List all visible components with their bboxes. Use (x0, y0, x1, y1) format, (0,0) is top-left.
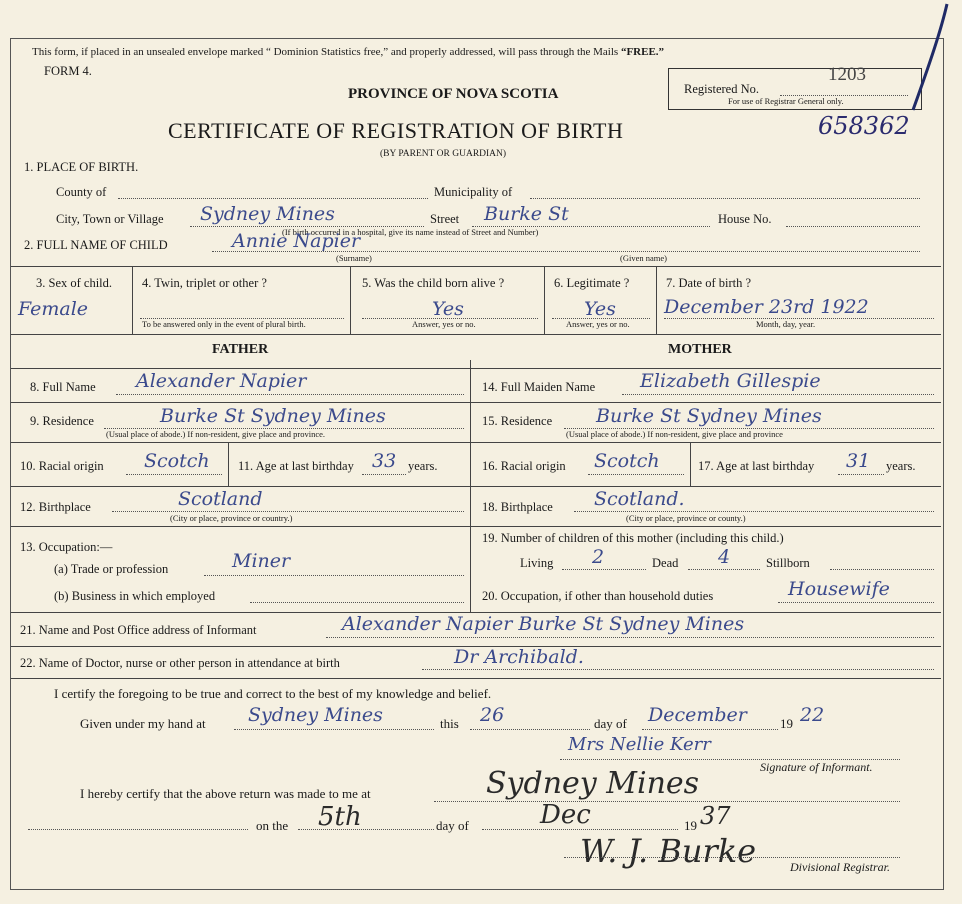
children-count-label: 19. Number of children of this mother (including this child.) (482, 531, 784, 545)
city-label: City, Town or Village (56, 212, 164, 226)
dead-value: 4 (718, 546, 731, 568)
informant-line (326, 637, 934, 638)
alive-note: Answer, yes or no. (412, 319, 476, 329)
twin-label: 4. Twin, triplet or other ? (142, 276, 267, 290)
mother-name-value: Elizabeth Gillespie (640, 370, 821, 392)
living-line (562, 569, 646, 570)
hospital-note: (If birth occurred in a hospital, give its name instead of Street and Number) (282, 227, 539, 237)
father-age-divider (228, 442, 229, 486)
registered-note: For use of Registrar General only. (728, 96, 844, 106)
row3-divider-4 (656, 266, 657, 334)
registrar-signature-line (564, 857, 900, 858)
father-name-label: 8. Full Name (30, 380, 96, 394)
mail-note-text: This form, if placed in an unsealed envelope marked “ Dominion Statistics free,” and properly addressed, will pass through the Mails (32, 46, 619, 58)
father-name-line (116, 394, 464, 395)
mother-race-label: 16. Racial origin (482, 459, 566, 473)
stillborn-line (830, 569, 934, 570)
mother-name-line (622, 394, 934, 395)
mother-years-label: years. (886, 459, 916, 473)
father-occupation-label: 13. Occupation:— (20, 540, 113, 554)
surname-note: (Surname) (336, 253, 372, 263)
father-birthplace-note: (City or place, province or country.) (170, 513, 293, 523)
given-place-line (234, 729, 434, 730)
mother-occupation-line (778, 602, 934, 603)
mother-residence-label: 15. Residence (482, 414, 553, 428)
row3-top-border (11, 266, 941, 267)
row3-divider-1 (132, 266, 133, 334)
alive-value: Yes (432, 298, 464, 320)
sex-label: 3. Sex of child. (36, 276, 113, 290)
mother-race-value: Scotch (594, 450, 660, 472)
informant-label: 21. Name and Post Office address of Informant (20, 623, 257, 637)
informant-signature: Mrs Nellie Kerr (568, 734, 711, 755)
father-birthplace-value: Scotland (178, 488, 263, 510)
row3-divider-2 (350, 266, 351, 334)
dob-value: December 23rd 1922 (664, 296, 869, 318)
father-residence-value: Burke St Sydney Mines (160, 405, 386, 427)
father-race-value: Scotch (144, 450, 210, 472)
day-value: 26 (480, 704, 505, 726)
form-number: FORM 4. (44, 64, 92, 78)
pen-stroke (895, 0, 955, 120)
doctor-value: Dr Archibald. (454, 646, 584, 668)
street-label: Street (430, 212, 460, 226)
mother-name-label: 14. Full Maiden Name (482, 380, 596, 394)
sex-value: Female (18, 298, 89, 320)
signature-informant-label: Signature of Informant. (760, 760, 873, 774)
child-name-value: Annie Napier (232, 230, 361, 252)
registrar-month-value: Dec (540, 800, 591, 830)
business-label: (b) Business in which employed (54, 589, 216, 603)
father-name-value: Alexander Napier (136, 370, 307, 392)
child-name-label: 2. FULL NAME OF CHILD (24, 238, 168, 252)
given-label: Given under my hand at (80, 716, 206, 731)
certify-statement: I certify the foregoing to be true and correct to the best of my knowledge and belief. (54, 686, 492, 701)
business-line (250, 602, 464, 603)
father-race-label: 10. Racial origin (20, 459, 104, 473)
trade-value: Miner (232, 550, 291, 572)
street-value: Burke St (484, 203, 569, 225)
registrar-statement: I hereby certify that the above return was made to me at (80, 786, 371, 801)
dead-label: Dead (652, 556, 679, 570)
county-label: County of (56, 185, 107, 199)
certificate-subtitle: (BY PARENT OR GUARDIAN) (380, 149, 507, 159)
registrar-signature: W. J. Burke (580, 832, 757, 870)
living-label: Living (520, 556, 554, 570)
on-the-value: 5th (318, 802, 362, 832)
this-label: this (440, 716, 459, 731)
father-residence-note: (Usual place of abode.) If non-resident, give place and province. (106, 429, 326, 439)
father-birthplace-line (112, 511, 464, 512)
father-race-line (126, 474, 222, 475)
legitimate-value: Yes (584, 298, 616, 320)
legitimate-label: 6. Legitimate ? (554, 276, 630, 290)
father-age-line (362, 474, 406, 475)
house-line (786, 226, 920, 227)
province-heading: PROVINCE OF NOVA SCOTIA (348, 86, 559, 102)
municipality-label: Municipality of (434, 185, 513, 199)
day-line (470, 729, 590, 730)
registrar-month-line (482, 829, 678, 830)
given-place-value: Sydney Mines (248, 704, 383, 726)
mother-birthplace-note: (City or place, province or county.) (626, 513, 746, 523)
dob-note: Month, day, year. (756, 319, 816, 329)
doctor-bottom-border (11, 678, 941, 679)
divisional-registrar-label: Divisional Registrar. (790, 860, 891, 874)
on-the-line (298, 829, 434, 830)
on-the-label: on the (256, 818, 289, 833)
city-value: Sydney Mines (200, 203, 335, 225)
dead-line (688, 569, 760, 570)
mother-birthplace-line (574, 511, 934, 512)
mother-age-divider (690, 442, 691, 486)
month-line (642, 729, 778, 730)
mother-residence-note: (Usual place of abode.) If non-resident, give place and province (566, 429, 783, 439)
mail-note-free: “FREE.” (620, 46, 665, 58)
given-name-note: (Given name) (620, 253, 667, 263)
municipality-line (530, 198, 920, 199)
mail-note (32, 46, 664, 58)
certificate-title: CERTIFICATE OF REGISTRATION OF BIRTH (168, 118, 624, 143)
registered-label: Registered No. (684, 82, 759, 96)
registrar-place-value: Sydney Mines (486, 766, 700, 801)
day-of-label: day of (594, 716, 627, 731)
row3-divider-3 (544, 266, 545, 334)
doctor-label: 22. Name of Doctor, nurse or other person in attendance at birth (20, 656, 340, 670)
trade-line (204, 575, 464, 576)
mother-age-value: 31 (846, 450, 871, 472)
dob-label: 7. Date of birth ? (666, 276, 752, 290)
mother-birthplace-value: Scotland. (594, 488, 685, 510)
place-of-birth-label: 1. PLACE OF BIRTH. (24, 160, 139, 174)
trade-label: (a) Trade or profession (54, 562, 169, 576)
child-name-line (212, 251, 920, 252)
year-prefix: 19 (780, 716, 793, 731)
informant-value: Alexander Napier Burke St Sydney Mines (342, 613, 745, 635)
father-age-label: 11. Age at last birthday (238, 459, 354, 473)
registrar-lead-line (28, 829, 248, 830)
father-age-value: 33 (372, 450, 397, 472)
mother-age-line (838, 474, 884, 475)
parents-row-line-1 (11, 368, 941, 369)
father-years-label: years. (408, 459, 438, 473)
parents-row-line-5 (11, 526, 941, 527)
parents-row-line-3 (11, 442, 941, 443)
registrar-day-of-label: day of (436, 818, 469, 833)
mother-birthplace-label: 18. Birthplace (482, 500, 553, 514)
twin-note: To be answered only in the event of plural birth. (142, 319, 306, 329)
father-heading: FATHER (212, 342, 269, 357)
stillborn-label: Stillborn (766, 556, 810, 570)
month-value: December (648, 704, 747, 726)
alive-label: 5. Was the child born alive ? (362, 276, 505, 290)
registrar-place-line (434, 801, 900, 802)
year-value: 22 (800, 704, 825, 726)
mother-occupation-value: Housewife (788, 578, 890, 600)
legitimate-note: Answer, yes or no. (566, 319, 630, 329)
doctor-line (422, 669, 934, 670)
registrar-year-value: 37 (700, 802, 731, 830)
pen-stroke-line (913, 4, 947, 110)
mother-residence-value: Burke St Sydney Mines (596, 405, 822, 427)
parents-row-line-2 (11, 402, 941, 403)
row3-bottom-border (11, 334, 941, 335)
mother-heading: MOTHER (668, 342, 732, 357)
county-line (118, 198, 428, 199)
registrar-year-prefix: 19 (684, 818, 697, 833)
father-birthplace-label: 12. Birthplace (20, 500, 91, 514)
mother-race-line (588, 474, 684, 475)
house-label: House No. (718, 212, 772, 226)
stamp-number: 658362 (818, 112, 910, 140)
father-residence-label: 9. Residence (30, 414, 94, 428)
parents-row-line-4 (11, 486, 941, 487)
living-value: 2 (592, 546, 605, 568)
mother-occupation-label: 20. Occupation, if other than household duties (482, 589, 714, 603)
mother-age-label: 17. Age at last birthday (698, 459, 815, 473)
registered-value: 1203 (828, 64, 866, 85)
